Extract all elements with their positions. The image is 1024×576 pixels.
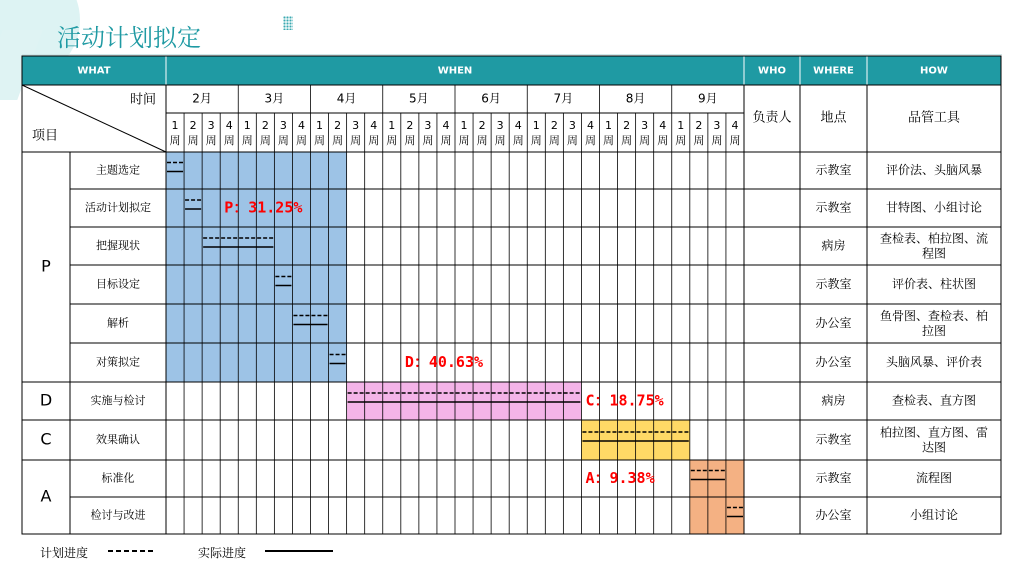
week-number: 4	[514, 119, 522, 132]
week-number: 3	[568, 119, 576, 132]
week-number: 4	[659, 119, 667, 132]
legend-plan-line	[108, 548, 156, 554]
week-unit: 周	[603, 134, 615, 147]
week-number: 3	[207, 119, 215, 132]
task-name: 主题选定	[96, 163, 140, 177]
month-label: 7月	[553, 91, 574, 106]
week-number: 4	[442, 119, 450, 132]
task-place: 示教室	[815, 200, 852, 215]
week-number: 2	[406, 119, 414, 132]
week-unit: 周	[187, 134, 199, 147]
week-number: 3	[424, 119, 432, 132]
task-name: 解析	[107, 316, 129, 330]
week-unit: 周	[530, 134, 542, 147]
month-label: 8月	[625, 91, 646, 106]
task-tools: 评价表、柱状图	[891, 277, 977, 291]
week-unit: 周	[711, 134, 723, 147]
week-unit: 周	[566, 134, 578, 147]
month-label: 3月	[264, 91, 285, 106]
task-name: 检讨与改进	[90, 508, 146, 522]
header-bar	[22, 56, 1001, 85]
week-number: 1	[677, 119, 685, 132]
week-number: 4	[225, 119, 233, 132]
task-name: 标准化	[101, 471, 135, 485]
legend-plan-label: 计划进度	[40, 546, 89, 560]
week-number: 4	[586, 119, 594, 132]
month-label: 9月	[698, 91, 718, 106]
week-unit: 周	[332, 134, 344, 147]
phase-label-d: D	[39, 390, 53, 410]
header-when: WHEN	[437, 65, 473, 77]
task-name: 把握现状	[96, 239, 140, 252]
week-unit: 周	[476, 134, 488, 147]
month-label: 6月	[481, 91, 501, 106]
month-label: 5月	[409, 91, 429, 106]
week-number: 3	[713, 119, 721, 132]
week-number: 1	[605, 119, 613, 132]
week-number: 2	[189, 119, 197, 132]
task-name: 活动计划拟定	[85, 201, 151, 214]
week-unit: 周	[512, 134, 524, 147]
task-place: 示教室	[815, 471, 852, 485]
task-tools: 流程图	[915, 471, 953, 485]
percentage-annotation: P：31.25%	[224, 198, 303, 217]
week-number: 4	[297, 119, 305, 132]
week-number: 4	[731, 119, 739, 132]
week-unit: 周	[241, 134, 253, 147]
week-number: 3	[496, 119, 504, 132]
header-what: WHAT	[77, 65, 111, 77]
week-number: 1	[171, 119, 179, 132]
task-place: 病房	[821, 393, 846, 408]
task-tools: 查检表、直方图	[891, 393, 977, 408]
week-unit: 周	[277, 134, 289, 147]
week-unit: 周	[675, 134, 687, 147]
phase-block-d	[347, 382, 582, 420]
week-number: 1	[316, 119, 324, 132]
percentage-annotation: C：18.75%	[585, 391, 664, 410]
week-unit: 周	[639, 134, 651, 147]
month-label: 2月	[192, 91, 212, 106]
header-who: WHO	[758, 65, 786, 77]
week-number: 1	[243, 119, 251, 132]
page-title: 活动计划拟定	[57, 24, 201, 52]
header-where: WHERE	[813, 65, 854, 77]
phase-label-c: C	[40, 429, 52, 449]
task-place: 示教室	[815, 432, 852, 447]
week-unit: 周	[368, 134, 380, 147]
week-unit: 周	[350, 134, 362, 147]
legend-actual-label: 实际进度	[198, 546, 247, 560]
percentage-annotation: D：40.63%	[404, 353, 484, 371]
week-unit: 周	[295, 134, 307, 147]
week-number: 3	[352, 119, 360, 132]
week-number: 3	[641, 119, 649, 132]
item-label: 项目	[31, 128, 59, 144]
week-unit: 周	[440, 134, 452, 147]
week-unit: 周	[548, 134, 560, 147]
header-how: HOW	[920, 65, 948, 77]
task-tools: 查检表、柏拉图、流	[879, 231, 989, 246]
week-unit: 周	[422, 134, 434, 147]
task-tools: 鱼骨图、查检表、柏	[879, 309, 989, 323]
task-tools: 头脑风暴、评价表	[885, 355, 983, 369]
percentage-annotation: A：9.38%	[585, 469, 655, 487]
time-label: 时间	[129, 92, 157, 108]
task-tools: 柏拉图、直方图、雷	[879, 425, 989, 440]
week-number: 1	[532, 119, 540, 132]
owner-header: 负责人	[752, 110, 792, 126]
task-name: 实施与检讨	[90, 394, 146, 407]
week-number: 1	[388, 119, 396, 132]
task-place: 办公室	[815, 508, 852, 522]
legend-actual-line	[265, 548, 335, 554]
task-place: 示教室	[815, 277, 852, 291]
week-unit: 周	[223, 134, 235, 147]
week-unit: 周	[386, 134, 398, 147]
task-name: 目标设定	[96, 277, 140, 291]
week-unit: 周	[494, 134, 506, 147]
week-number: 2	[695, 119, 703, 132]
week-number: 3	[279, 119, 287, 132]
week-unit: 周	[458, 134, 470, 147]
week-unit: 周	[584, 134, 596, 147]
week-unit: 周	[404, 134, 416, 147]
week-number: 2	[623, 119, 631, 132]
week-unit: 周	[693, 134, 705, 147]
task-tools: 拉图	[921, 324, 947, 338]
week-unit: 周	[259, 134, 271, 147]
phase-label-p: P	[41, 256, 51, 276]
week-unit: 周	[621, 134, 633, 147]
task-tools: 评价法、头脑风暴	[885, 163, 983, 177]
tools-header: 品管工具	[907, 110, 961, 126]
task-place: 办公室	[815, 316, 852, 330]
task-place: 示教室	[815, 163, 852, 177]
task-tools: 甘特图、小组讨论	[885, 200, 983, 215]
task-place: 办公室	[815, 355, 852, 369]
week-unit: 周	[314, 134, 326, 147]
phase-label-a: A	[40, 486, 52, 506]
week-number: 2	[334, 119, 342, 132]
week-number: 4	[370, 119, 378, 132]
week-number: 1	[460, 119, 468, 132]
task-tools: 程图	[921, 246, 947, 261]
week-number: 2	[261, 119, 269, 132]
task-tools: 达图	[921, 440, 947, 455]
task-tools: 小组讨论	[909, 508, 959, 522]
week-unit: 周	[169, 134, 181, 147]
week-number: 2	[550, 119, 558, 132]
week-number: 2	[478, 119, 486, 132]
place-header: 地点	[820, 110, 847, 126]
task-name: 对策拟定	[96, 355, 140, 369]
week-unit: 周	[205, 134, 217, 147]
task-place: 病房	[821, 238, 846, 253]
week-unit: 周	[729, 134, 741, 147]
week-unit: 周	[657, 134, 669, 147]
month-label: 4月	[336, 91, 357, 106]
task-name: 效果确认	[96, 433, 140, 446]
